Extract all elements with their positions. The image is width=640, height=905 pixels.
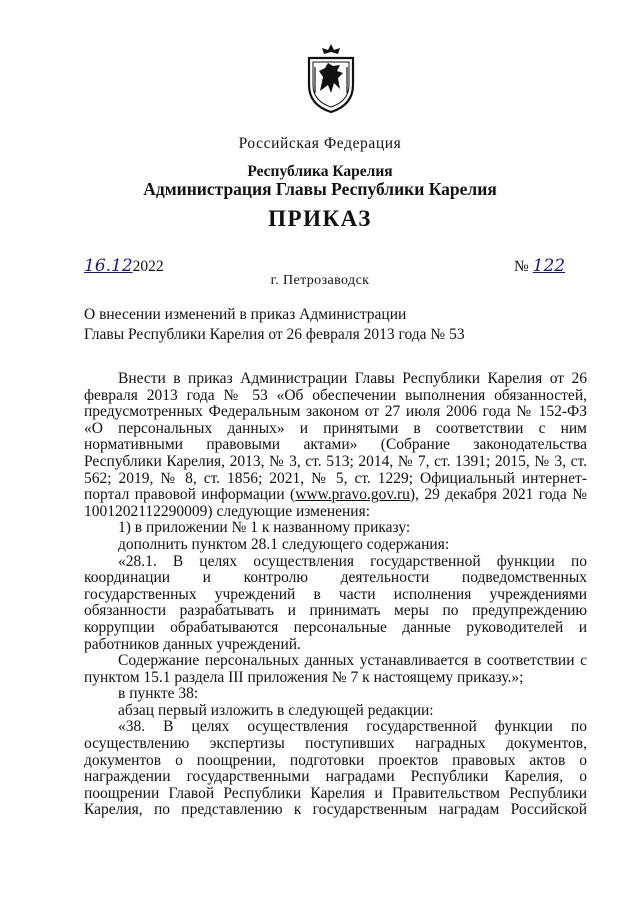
handwritten-number: 122 [532,256,566,276]
body-paragraph-3: дополнить пунктом 28.1 следующего содержания: [118,535,450,553]
number-sign: № [514,258,529,275]
subject-line-2: Главы Республики Карелия от 26 февраля 2013 года № 53 [84,326,465,343]
body-paragraph-8: «38. В целях осуществления государственной функции по осуществлению экспертизы поступивших наградных документов, документов о поощрении, подготовки проектов правовых актов о награждении государственными наградами Республики Карелия, о поощрении Главой Республики Карелия и Правительством Республики Карелия, по представлению к государственным наградам Российской [84,718,587,819]
body-paragraph-1 [84,371,587,520]
body-paragraph-2: 1) в приложении № 1 к названному приказу: [118,519,411,537]
handwritten-date: 16.12 [84,256,133,276]
country-name: Российская Федерация [238,135,402,152]
body-paragraph-1-text: Внести в приказ Администрации Главы Республики Карелия от 26 февраля 2013 года № 53 «Об обеспечении выполнения обязанностей, предусмотренных Федеральным законом от 27 июля 2006 года № 152-ФЗ «О персональных данных» и принятыми в соответствии с ним нормативными правовыми актами» (Собрание законодательства Республики Карелия, 2013, № 3, ст. 513; 2014, № 7, ст. 1391; 2015, № 3, ст. 562; 2019, № 8, ст. 1856; 2021, № 5, ст. 1229; Официальный интернет-портал правовой информации ( [84,370,587,504]
date-year: 2022 [132,258,164,275]
order-number [514,256,565,276]
subject-line-1: О внесении изменений в приказ Администрации [84,306,407,323]
body-paragraph-4: «28.1. В целях осуществления государственной функции по координации и контролю деятельности подведомственных государственных учреждений в части исполнения учреждениями обязанности разрабатывать и принимать меры по предупреждению коррупции обрабатываются персональные данные руководителей и работников данных учреждений. [84,552,587,653]
body-paragraph-7: абзац первый изложить в следующей редакции: [118,701,434,719]
pravo-link[interactable]: www.pravo.gov.ru [295,486,410,504]
body-paragraph-6: в пункте 38: [118,685,199,703]
city-name: г. Петрозаводск [270,273,370,288]
administration-name: Администрация Главы Республики Карелия [143,179,497,199]
document-type-title: ПРИКАЗ [268,206,372,231]
karelia-coat-of-arms [303,43,359,113]
order-subject [84,305,465,345]
body-paragraph-5: Содержание персональных данных устанавливается в соответствии с пунктом 15.1 раздела III приложения № 7 к настоящему приказу.»; [84,652,587,686]
body-paragraph-1-tail: ), 29 декабря 2021 года № 1001202112290009) следующие изменения: [84,486,587,520]
republic-name: Республика Карелия [247,163,393,180]
order-body [84,371,587,819]
